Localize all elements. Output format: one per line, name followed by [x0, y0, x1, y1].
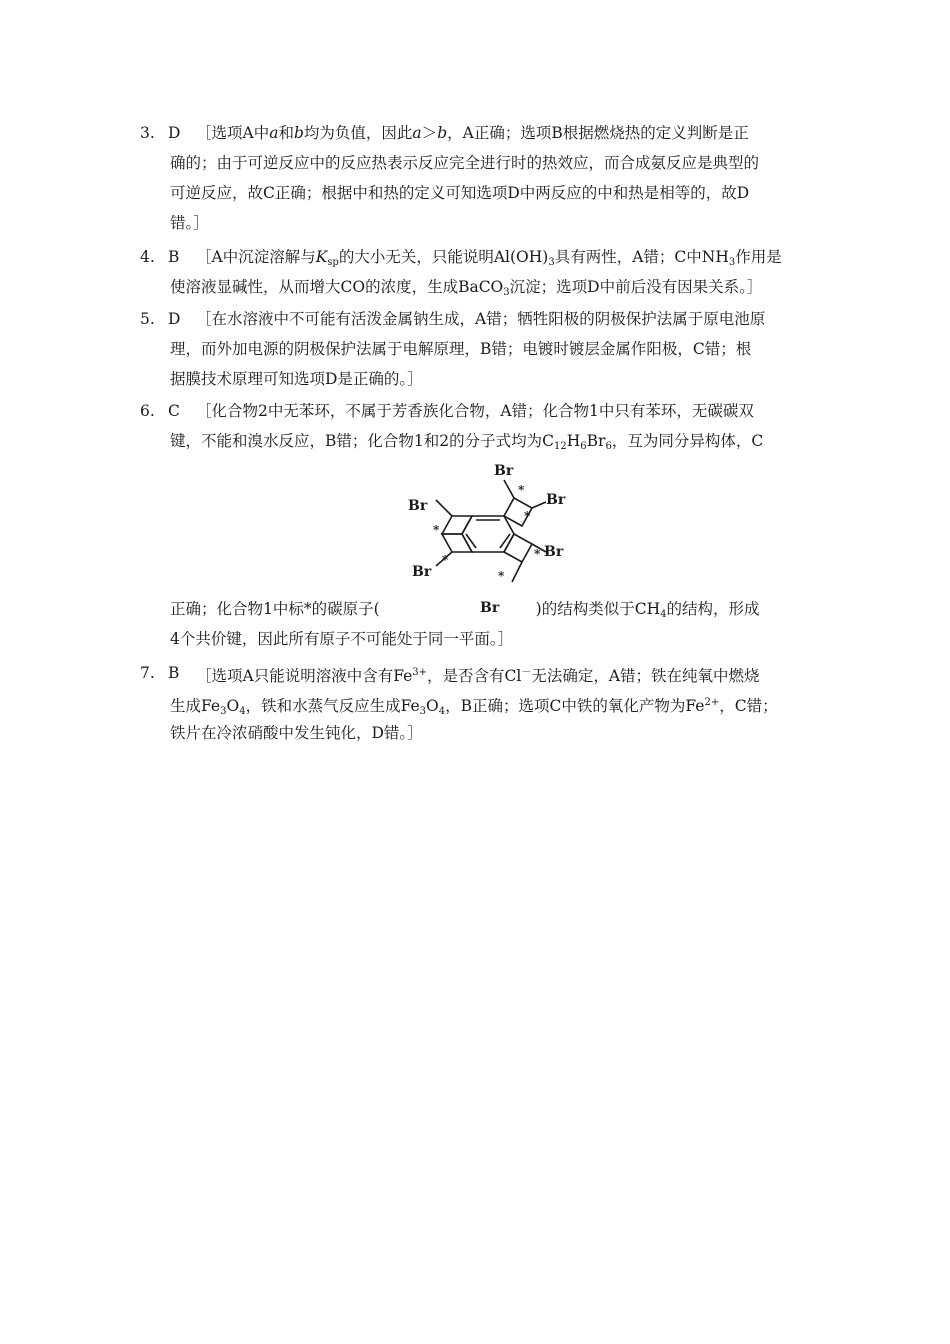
answer-item-5 [140, 304, 810, 394]
explanation-line: 错。］ [170, 214, 209, 232]
br-label: Br [480, 600, 500, 616]
answer-item-4 [140, 242, 810, 302]
explanation [170, 118, 810, 238]
item-number: 7. [140, 664, 155, 682]
explanation-line: 键，不能和溴水反应，B错；化合物1和2的分子式均为$C_{12}H_6Br_6$，互为同分异构体，C [170, 432, 764, 452]
explanation [170, 242, 810, 302]
br-label: Br [412, 564, 432, 580]
answer-letter: D [168, 310, 181, 328]
explanation [170, 658, 810, 748]
br-label: Br [408, 498, 428, 514]
explanation-line: ［A中沉淀溶解与$K_{sp}$的大小无关，只能说明$Al(OH)_3$具有两性，A错；C中$NH_3$作用是 [196, 248, 782, 268]
star-mark: * [524, 509, 531, 523]
explanation-line: 正确；化合物1中标*的碳原子( )的结构类似于$CH_4$的结构，形成 [170, 600, 760, 620]
item-number: 5. [140, 310, 155, 328]
explanation-line: ［在水溶液中不可能有活泼金属钠生成，A错；牺牲阳极的阴极保护法属于原电池原 [196, 310, 766, 328]
item-number: 3. [140, 124, 155, 142]
explanation-line: 据膜技术原理可知选项D是正确的。］ [170, 370, 423, 388]
item-number: 6. [140, 402, 155, 420]
molecule-structure [400, 462, 570, 622]
answer-letter: C [168, 402, 180, 420]
star-mark: * [534, 547, 541, 561]
explanation-line: 可逆反应，故C正确；根据中和热的定义可知选项D中两反应的中和热是相等的，故D [170, 184, 750, 202]
answer-item-3 [140, 118, 810, 238]
star-mark: * [498, 569, 505, 583]
molecule-diagram [400, 462, 570, 622]
explanation-line: 确的；由于可逆反应中的反应热表示反应完全进行时的热效应，而合成氨反应是典型的 [170, 154, 760, 172]
explanation-line: 理，而外加电源的阴极保护法属于电解原理，B错；电镀时镀层金属作阳极，C错；根 [170, 340, 752, 358]
explanation [170, 304, 810, 394]
explanation-line: 使溶液显碱性，从而增大CO的浓度，生成BaCO$_3$沉淀；选项D中前后没有因果关系。］ [170, 278, 763, 298]
answer-item-7 [140, 658, 810, 748]
star-mark: * [442, 553, 449, 567]
explanation-line: ［选项A只能说明溶液中含有$Fe^{3+}$，是否含有Cl－无法确定，A错；铁在纯氧中燃烧 [196, 667, 760, 685]
explanation-line: 铁片在冷浓硝酸中发生钝化，D错。］ [170, 724, 423, 742]
star-mark: * [518, 483, 525, 497]
explanation-line: 4个共价键，因此所有原子不可能处于同一平面。］ [170, 630, 514, 648]
br-label: Br [494, 463, 514, 479]
star-mark: * [433, 523, 440, 537]
br-label: Br [546, 492, 566, 508]
br-label: Br [544, 544, 564, 560]
explanation-line: ［化合物2中无苯环，不属于芳香族化合物，A错；化合物1中只有苯环，无碳碳双 [196, 402, 754, 420]
item-number: 4. [140, 248, 155, 266]
answer-letter: D [168, 124, 181, 142]
explanation-line: ［选项A中a和b均为负值，因此a＞b，A正确；选项B根据燃烧热的定义判断是正 [196, 124, 749, 142]
answer-letter: B [168, 248, 180, 266]
explanation-line: 生成$Fe_3O_4$，铁和水蒸气反应生成$Fe_3O_4$，B正确；选项C中铁的氧化产物为$Fe^{2+}$，C错； [170, 697, 778, 717]
answer-letter: B [168, 664, 180, 682]
